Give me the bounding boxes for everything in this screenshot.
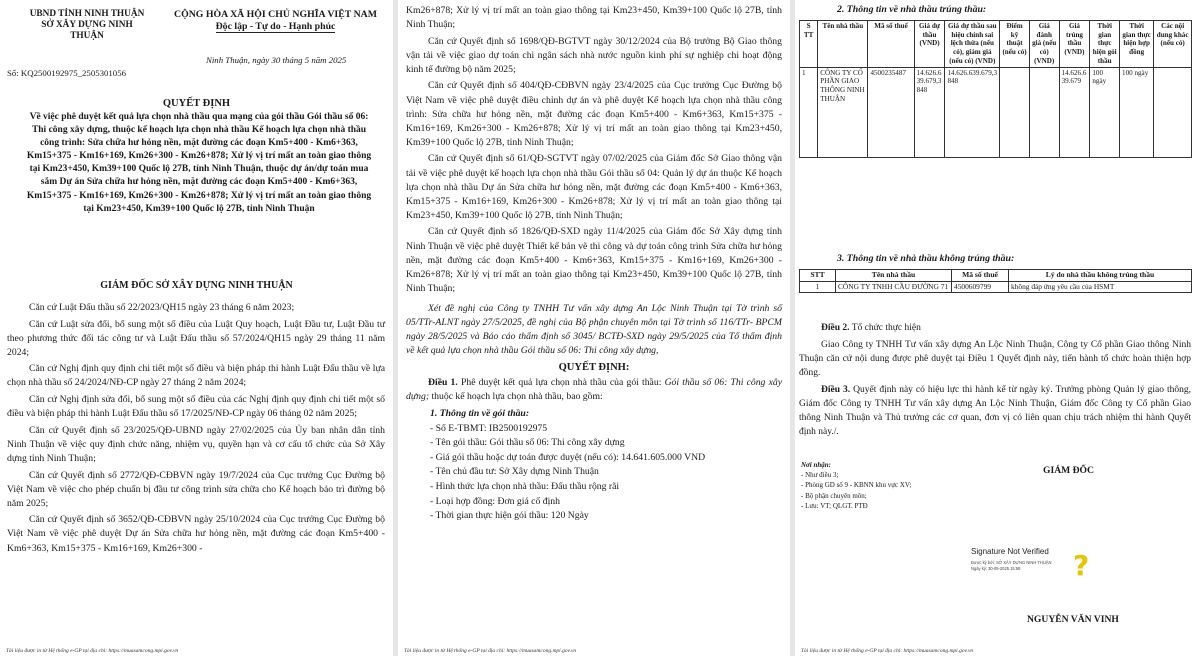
legal-basis-item: Căn cứ Luật sửa đổi, bổ sung một số điều của Luật Quy hoạch, Luật Đầu tư, Luật Đầu tư theo phương thức đối tác công tư và Luật Đấu thầu số 57/2024/QH15 ngày 29 tháng 11 năm 2024; [7,318,385,358]
table-cell [1000,67,1030,157]
package-info-line: - Hình thức lựa chọn nhà thầu: Đấu thầu rộng rãi [430,480,620,492]
document-number: Số: KQ2500192975_2505301056 [7,68,127,78]
article-2-text: Giao Công ty TNHH Tư vấn xây dựng An Lộc Ninh Thuận, Công ty Cổ phần Giao thông Ninh Thuận căn cứ nội dung được phê duyệt tại Điều 1 Quyết định này, tiến hành tổ chức hoàn thiện hợp đồng. [799,339,1191,379]
table-row [800,67,1192,157]
table-cell: 14.626.639.679 [1059,67,1090,157]
table-header-cell: Mã số thuế [868,21,914,68]
article-2-title: Tổ chức thực hiện [849,323,921,333]
table-cell: 4500235487 [868,67,914,157]
signature-detail: Ngày ký: 30-05-2025 15:58 [971,566,1021,571]
article-1 [406,376,782,404]
article-1-label: Điều 1. [428,377,458,389]
table-cell: 1 [800,281,836,293]
legal-basis-item: Căn cứ Quyết định số 1698/QĐ-BGTVT ngày 30/12/2024 của Bộ trưởng Bộ Giao thông vận tải về việc giao dự toán chi ngân sách nhà nước nguồn kinh phí sự nghiệp chi hoạt động kinh tế đường bộ năm 2025; [406,35,782,75]
table-cell: CÔNG TY CỔ PHẦN GIAO THÔNG NINH THUẬN [818,67,868,157]
issuer-line: SỞ XÂY DỰNG NINH [41,20,133,30]
package-info-title: 1. Thông tin về gói thầu: [430,407,530,419]
table-header-cell: Tên nhà thầu [818,21,868,68]
article-1-text: Phê duyệt kết quả lựa chọn nhà thầu của gói thầu: [457,377,665,389]
article-3-label: Điều 3. [821,384,851,395]
issuer-line: THUẬN [70,31,104,41]
legal-basis-item: Căn cứ Quyết định số 3652/QĐ-CĐBVN ngày 25/10/2024 của Cục trưởng Cục Đường bộ Việt Nam về việc phê duyệt Dự án Sửa chữa hư hỏng nền, mặt đường các đoạn Km5+400 - Km6+363, Km15+375 - Km16+169, Km26+300 - [7,514,385,554]
loser-table [799,269,1192,293]
legal-basis-item: Căn cứ Nghị định quy định chi tiết một số điều và biện pháp thi hành Luật Đấu thầu về lựa chọn nhà thầu số 24/2024/NĐ-CP ngày 27 tháng 2 năm 2024; [7,363,385,389]
table-header-cell: S TT [800,21,818,68]
table-row [800,281,1192,293]
page-2-body [406,4,782,524]
proposal-paragraph: Xét đề nghị của Công ty TNHH Tư vấn xây dựng An Lộc Ninh Thuận tại Tờ trình số 05/TTr-ALNT ngày 27/5/2025, đề nghị của Bộ phận chuyên môn tại Tờ trình số 116/TTr- BPCM ngày 28/5/2025 và Báo cáo thẩm định số 3045/ BCTĐ-SXD ngày 29/5/2025 của Tổ thẩm định về kết quả lựa chọn nhà thầu Gói thầu số 06: Thi công xây dựng, [406,302,782,357]
recipient-item: - Lưu: VT; QLGT. PTĐ [801,501,868,510]
legal-basis [7,301,385,558]
recipient-item: - Như điều 3; [801,471,839,480]
page-footer: Tài liệu được in từ Hệ thống e-GP tại địa chỉ: https://muasamcong.mpi.gov.vn [404,648,577,654]
winner-table [799,20,1192,158]
table-cell [1029,67,1059,157]
issuer-header [16,9,158,42]
national-header [168,9,383,33]
signature-status: Signature Not Verified [971,547,1049,556]
decision-heading: QUYẾT ĐỊNH: [558,362,630,374]
article-2-heading [799,321,1191,335]
article-1-package: Gói thầu số 06: Thi công xây dựng; [406,377,783,403]
document-page-2 [398,0,790,656]
legal-basis-item: Căn cứ Nghị định sửa đổi, bổ sung một số điều của các Nghị định quy định chi tiết một số điều và biện pháp thi hành Luật Đấu thầu số 17/2025/NĐ-CP ngày 06 tháng 02 năm 2025; [7,394,385,420]
table-header-cell: Thời gian thực hiện hợp đồng [1120,21,1154,68]
recipient-item: - Phòng GD số 9 - KBNN khu vực XV; [801,481,912,490]
table-cell: 4500609799 [952,281,1009,293]
package-info-line: - Loại hợp đồng: Đơn giá cố định [430,495,560,507]
legal-basis-item: Căn cứ Quyết định số 2772/QĐ-CĐBVN ngày 19/7/2024 của Cục trưởng Cục Đường bộ Việt Nam về việc cho phép chuẩn bị đầu tư công trình sửa chữa cho Kế hoạch bảo trì đường bộ năm 2025; [7,469,385,509]
article-3 [799,383,1191,440]
signature-detail: Được ký bởi: SỞ XÂY DỰNG NINH THUẬN [971,560,1052,565]
legal-basis-item: Căn cứ Quyết định số 61/QĐ-SGTVT ngày 07/02/2025 của Giám đốc Sở Giao thông vận tải về việc phê duyệt kế hoạch lựa chọn nhà thầu Gói thầu số 04: Quản lý dự án thuộc Kế hoạch lựa chọn nhà thầu Dự án Sửa chữa hư hỏng nền, mặt đường các đoạn Km5+400 - Km6+363, Km15+375 - Km16+169, Km26+300 - Km26+878; Xử lý vị trí mất an toàn giao thông tại Km23+450, Km39+100 Quốc lộ 27B, tỉnh Ninh Thuận; [406,153,782,221]
table-header-cell: Giá dự thầu sau hiệu chỉnh sai lệch thừa (nếu có), giảm giá (nếu có) (VND) [945,21,1000,68]
table-header-row [800,21,1192,68]
recipients-title: Nơi nhận: [801,461,832,469]
recipients [801,460,913,511]
legal-basis-item: Căn cứ Quyết định số 1826/QĐ-SXD ngày 11/4/2025 của Giám đốc Sở Xây dựng tỉnh Ninh Thuận về việc phê duyệt Thiết kế bản vẽ thi công và dự toán công trình Sửa chữa hư hỏng nền, mặt đường các đoạn Km5+400 - Km6+363, Km15+375 - Km16+169, Km26+300 - Km26+878; Xử lý vị trí mất an toàn giao thông tại Km23+450, Km39+100 Quốc lộ 27B, tỉnh Ninh Thuận; [406,226,782,294]
national-motto: Độc lập - Tự do - Hạnh phúc [215,20,336,32]
page-footer: Tài liệu được in từ Hệ thống e-GP tại địa chỉ: https://muasamcong.mpi.gov.vn [801,648,974,654]
table-header-cell: Giá dự thầu (VND) [914,21,945,68]
table-header-cell: Mã số thuế [952,270,1009,282]
package-info-line: - Thời gian thực hiện gói thầu: 120 Ngày [430,510,589,522]
decision-subtitle: Về việc phê duyệt kết quả lựa chọn nhà thầu qua mạng của gói thầu Gói thầu số 06: Thi công xây dựng, thuộc kế hoạch lựa chọn nhà thầu Kế hoạch lựa chọn nhà thầu công trình: Sửa chữa hư hỏng nền, mặt đường các đoạn Km5+400 - Km6+363, Km15+375 - Km16+169, Km26+300 - Km26+878; Xử lý vị trí mất an toàn giao thông tại Km23+450, Km39+100 Quốc lộ 27B, tỉnh Ninh Thuận, thuộc dự án/dự toán mua sắm Dự án Sửa chữa hư hỏng nền, mặt đường các đoạn Km5+400 - Km6+363, Km15+375 - Km16+169, Km26+300 - Km26+878; Xử lý vị trí mất an toàn giao thông tại Km23+450, Km39+100 Quốc lộ 27B, tỉnh Ninh Thuận [26,112,372,214]
document-page-3 [795,0,1200,656]
table-cell: 100 ngày [1120,67,1154,157]
table-cell: 100 ngày [1090,67,1120,157]
document-page-1 [0,0,393,656]
table-cell: không đáp ứng yêu cầu của HSMT [1009,281,1192,293]
winner-section-title: 2. Thông tin về nhà thầu trúng thầu: [837,4,987,15]
package-info-line: - Tên gói thầu: Gói thầu số 06: Thi công xây dựng [430,437,625,449]
article-1-rest: thuộc kế hoạch lựa chọn nhà thầu, bao gồm: [429,391,603,403]
article-3-text: Quyết định này có hiệu lực thi hành kể từ ngày ký. Trưởng phòng Quản lý giao thông, Giám đốc Công ty TNHH Tư vấn xây dựng An Lộc Ninh Thuận, Giám đốc Công ty Cổ phần Giao thông Ninh Thuận và Thủ trưởng các cơ quan, đơn vị có liên quan chịu trách nhiệm thi hành Quyết định này./. [799,384,1191,438]
package-info-line: - Tên chủ đầu tư: Sở Xây dựng Ninh Thuận [430,466,599,478]
legal-basis-continued: Km26+878; Xử lý vị trí mất an toàn giao thông tại Km23+450, Km39+100 Quốc lộ 27B, tỉnh Ninh Thuận; [406,5,782,31]
table-header-cell: Các nội dung khác (nếu có) [1154,21,1192,68]
legal-basis-item: Căn cứ Quyết định số 23/2025/QĐ-UBND ngày 27/02/2025 của Ủy ban nhân dân tỉnh Ninh Thuận về việc quy định chức năng, nhiệm vụ, quyền hạn và cơ cấu tổ chức của Sở Xây dựng tỉnh Ninh Thuận; [7,424,385,464]
table-cell [1154,67,1192,157]
article-2-label: Điều 2. [821,323,850,333]
signer-name: NGUYỄN VĂN VINH [1027,614,1119,625]
issue-date: Ninh Thuận, ngày 30 tháng 5 năm 2025 [206,55,347,65]
legal-basis-item: Căn cứ Luật Đấu thầu số 22/2023/QH15 ngày 23 tháng 6 năm 2023; [29,302,295,313]
authority-title: GIÁM ĐỐC SỞ XÂY DỰNG NINH THUẬN [100,280,293,291]
page-footer: Tài liệu được in từ Hệ thống e-GP tại địa chỉ: https://muasamcong.mpi.gov.vn [6,648,179,654]
table-cell: 1 [800,67,818,157]
table-header-cell: Lý do nhà thầu không trúng thầu [1009,270,1192,282]
table-header-cell: Giá đánh giá (nếu có) (VND) [1029,21,1059,68]
table-header-cell: Điểm kỹ thuật (nếu có) [1000,21,1030,68]
legal-basis-item: Căn cứ Quyết định số 404/QĐ-CĐBVN ngày 23/4/2025 của Cục trưởng Cục Đường bộ Việt Nam về việc phê duyệt điều chỉnh dự án và phê duyệt Kế hoạch lựa chọn nhà thầu công trình: Sửa chữa hư hỏng nền, mặt đường các đoạn Km5+400 - Km6+363, Km15+375 - Km16+169, Km26+300 - Km26+878; Xử lý vị trí mất an toàn giao thông tại Km23+450, Km39+100 Quốc lộ 27B, tỉnh Ninh Thuận; [406,80,782,148]
question-mark-icon: ? [1073,549,1090,582]
table-header-row [800,270,1192,282]
package-info-line: - Giá gói thầu hoặc dự toán được duyệt (nếu có): 14.641.605.000 VND [430,451,706,463]
package-info-line: - Số E-TBMT: IB2500192975 [430,422,548,434]
loser-section-title: 3. Thông tin về nhà thầu không trúng thầu: [837,253,1015,264]
articles-2-3 [799,321,1191,442]
table-cell: 14.626.639.679,3848 [914,67,945,157]
recipient-item: - Bộ phận chuyên môn; [801,491,867,500]
table-header-cell: Thời gian thực hiện gói thầu [1090,21,1120,68]
table-header-cell: STT [800,270,836,282]
table-header-cell: Tên nhà thầu [836,270,952,282]
decision-title: QUYẾT ĐỊNH [162,98,231,109]
signer-title: GIÁM ĐỐC [1043,465,1094,476]
table-cell: 14.626.639.679,3848 [945,67,1000,157]
issuer-line: UBND TỈNH NINH THUẬN [29,9,145,19]
digital-signature-stamp [971,547,1090,583]
table-header-cell: Giá trúng thầu (VND) [1059,21,1090,68]
national-title: CỘNG HÒA XÃ HỘI CHỦ NGHĨA VIỆT NAM [174,9,377,20]
table-cell: CÔNG TY TNHH CẦU ĐƯỜNG 71 [836,281,952,293]
